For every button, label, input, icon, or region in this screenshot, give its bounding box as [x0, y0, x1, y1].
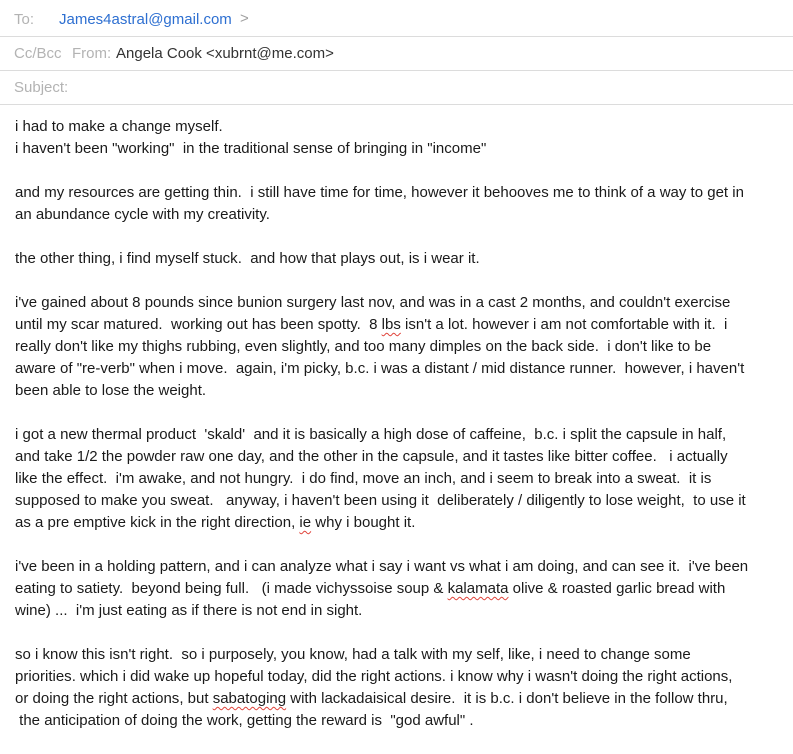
body-line: as a pre emptive kick in the right direction, ie why i bought it.	[15, 514, 416, 531]
body-paragraph	[15, 248, 787, 270]
body-paragraph	[15, 116, 787, 160]
body-line: i got a new thermal product 'skald' and it is basically a high dose of caffeine, b.c. i split the capsule in half,	[15, 426, 727, 443]
body-line: so i know this isn't right. so i purposely, you know, had a talk with my self, like, i need to change some	[15, 646, 691, 663]
cc-bcc-label[interactable]: Cc/Bcc	[14, 45, 62, 62]
body-line: like the effect. i'm awake, and not hungry. i do find, move an inch, and i seem to break into a sweat. it is	[15, 470, 712, 487]
body-line: wine) ... i'm just eating as if there is not end in sight.	[15, 602, 363, 619]
to-label: To:	[14, 11, 35, 28]
body-line: been able to lose the weight.	[15, 382, 207, 399]
spelling-error[interactable]: sabatoging	[212, 690, 287, 707]
body-paragraph	[15, 556, 787, 622]
body-line: or doing the right actions, but sabatoging with lackadaisical desire. it is b.c. i don't believe in the follow thru,	[15, 690, 728, 707]
spelling-error[interactable]: kalamata	[447, 580, 509, 597]
spelling-error[interactable]: lbs	[381, 316, 401, 333]
body-line: i've gained about 8 pounds since bunion surgery last nov, and was in a cast 2 months, and couldn't exercise	[15, 294, 731, 311]
body-paragraph	[15, 182, 787, 226]
body-line: the other thing, i find myself stuck. and how that plays out, is i wear it.	[15, 250, 480, 267]
spelling-error[interactable]: ie	[299, 514, 312, 531]
body-line: the anticipation of doing the work, getting the reward is "god awful" .	[19, 712, 474, 729]
body-line: and my resources are getting thin. i still have time for time, however it behooves me to think of a way to get in	[15, 184, 744, 201]
subject-row[interactable]	[0, 70, 793, 105]
body-line: and take 1/2 the powder raw one day, and the other in the capsule, and it tastes like bitter coffee. i actually	[15, 448, 728, 465]
subject-label: Subject:	[14, 79, 69, 96]
body-line: priorities. which i did wake up hopeful today, did the right actions. i know why i wasn't doing the right actions,	[15, 668, 733, 685]
cc-from-row[interactable]	[0, 36, 793, 71]
body-paragraph	[15, 644, 787, 732]
body-line: i haven't been "working" in the traditional sense of bringing in "income"	[15, 140, 487, 157]
body-paragraph	[15, 292, 787, 402]
body-line: eating to satiety. beyond being full. (i made vichyssoise soup & kalamata olive & roasted garlic bread with	[15, 580, 726, 597]
body-line: supposed to make you sweat. anyway, i haven't been using it deliberately / diligently to lose weight, to use it	[15, 492, 746, 509]
body-line: i had to make a change myself.	[15, 118, 223, 135]
body-line: i've been in a holding pattern, and i can analyze what i say i want vs what i am doing, and can see it. i've been	[15, 558, 749, 575]
to-row[interactable]	[0, 2, 793, 37]
body-line: aware of "re-verb" when i move. again, i'm picky, b.c. i was a distant / mid distance runner. however, i haven't	[15, 360, 745, 377]
body-line: until my scar matured. working out has been spotty. 8 lbs isn't a lot. however i am not comfortable with it. i	[15, 316, 728, 333]
body-line: really don't like my thighs rubbing, even slightly, and too many dimples on the back side. i don't like to be	[15, 338, 712, 355]
message-body-editor[interactable]	[15, 116, 787, 754]
to-recipient-token[interactable]: James4astral@gmail.com	[59, 11, 232, 28]
from-account-select[interactable]: Angela Cook <xubrnt@me.com>	[116, 45, 334, 62]
chevron-right-icon[interactable]: >	[240, 10, 249, 27]
from-label: From:	[72, 45, 112, 62]
body-line: an abundance cycle with my creativity.	[15, 206, 270, 223]
body-paragraph	[15, 424, 787, 534]
